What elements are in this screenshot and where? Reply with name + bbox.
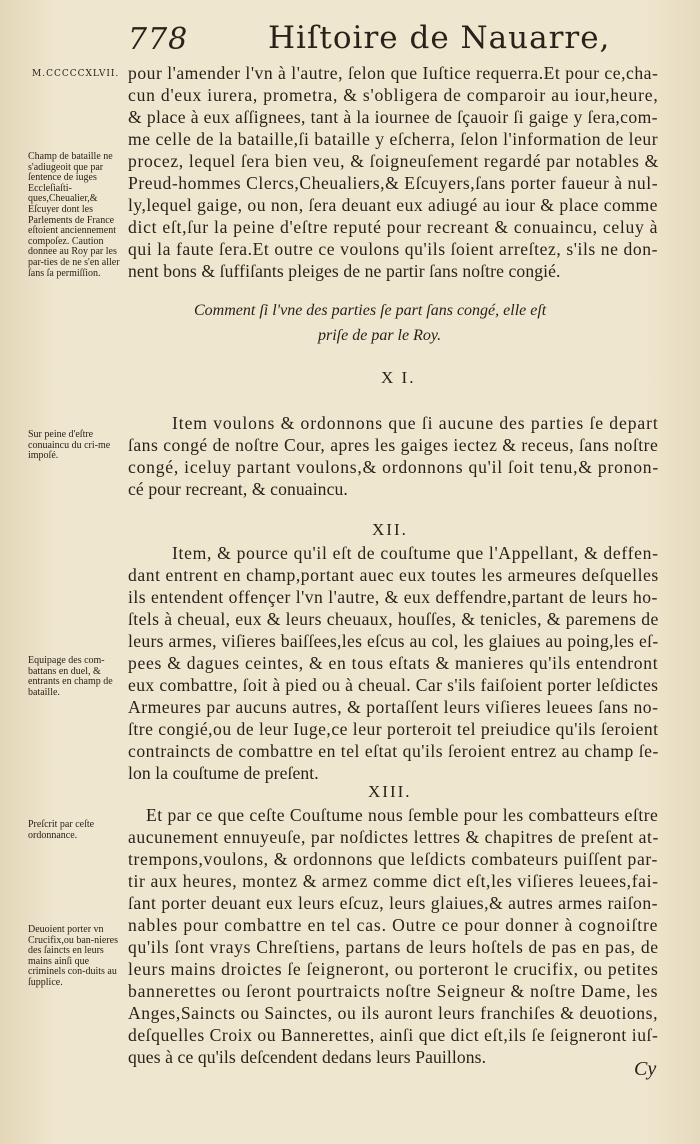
text-line: dict eſt,ſur la peine d'eſtre reputé pour recreant & conuaincu, celuy à xyxy=(128,217,659,237)
text-line: ſans congé de noſtre Cour, apres les gaiges iectez & receus, ſans noſtre xyxy=(128,435,659,455)
text-line: ſtels à cheual, eux & leurs cheuaux, houſſes, & tenicles, & paremens de xyxy=(128,609,659,629)
text-line: nables pour combattre en tel cas. Outre ce pour donner à cognoiſtre xyxy=(128,915,659,935)
text-line: qu'ils ſont vrays Chreſtiens, partans de leurs hoſtels de pas en pas, de xyxy=(128,937,659,957)
text-line: Armeures par aucuns autres, & portaſſent leurs viſieres leuees ſans no- xyxy=(128,697,659,717)
text-line: Anges,Saincts ou Sainctes, ou ils auront leurs franchiſes & deuotions, xyxy=(128,1003,659,1023)
text-line: pour l'amender l'vn à l'autre, ſelon que Iuſtice requerra.Et pour ce,cha- xyxy=(128,63,659,83)
text-line: leurs armes, viſieres baiſſees,les eſcus au col, les glaiues au poing,les eſ- xyxy=(128,631,659,651)
text-line: Item, & pource qu'il eſt de couſtume que l'Appellant, & deffen- xyxy=(172,543,659,563)
text-line: deſquelles Croix ou Bannerettes, ainſi que dict eſt,ils ſe ſeigneront iuſ- xyxy=(128,1025,659,1045)
text-line: eux combattre, ſoit à pied ou à cheual. Car s'ils faiſoient porter leſdictes xyxy=(128,675,659,695)
chapter-heading-line: Comment ſi l'vne des parties ſe part ſans congé, elle eſt xyxy=(194,302,547,319)
text-line: tir aux heures, montez & armez comme dict eſt,les viſieres leuees,fai- xyxy=(128,871,659,891)
text-line: qui la faute ſera.Et outre ce voulons qu'ils ſoient arreſtez, s'ils ne don- xyxy=(128,239,659,259)
page-number: 778 xyxy=(128,22,189,57)
section-number-xii: XII. xyxy=(372,520,408,539)
margin-note-equipage: Equipage des com-battans en duel, & entrants en champ de bataille. xyxy=(28,655,113,698)
text-line: ly,lequel gaige, ou non, ſera deuant eux adiugé au iour & place comme xyxy=(128,195,658,215)
text-line: trempons,voulons, & ordonnons que leſdicts combateurs puiſſent par- xyxy=(128,849,659,869)
running-title: Hiſtoire de Nauarre, xyxy=(268,20,611,56)
margin-year: M.CCCCCXLVII. xyxy=(32,69,120,79)
margin-note-champ-de-bataille: Champ de bataille ne s'adiugeoit que par ſentence de iuges Eccleſiaſti-ques,Cheualier,& Eſcuyer dont les Parlements de France eſtoient anciennement compoſez. Caution donnee au Roy par les par-ties de ne s'en aller ſans ſa permiſſion. xyxy=(28,151,120,279)
text-line: nent bons & ſuffiſants pleiges de ne partir ſans noſtre congié. xyxy=(128,261,561,281)
text-line: cun d'eux iurera, prometra, & s'obligera de comparoir au iour,heure, xyxy=(128,85,659,105)
text-line: procez, lequel ſera bien veu, & ſoigneuſement regardé par notables & xyxy=(128,151,659,171)
text-line: & place à eux aſſignees, tant à la iournee de ſçauoir ſi gaige y ſera,com- xyxy=(128,107,658,127)
section-number-xi: X I. xyxy=(381,368,416,387)
chapter-heading-line: priſe de par le Roy. xyxy=(318,327,442,344)
text-line: dant entrent en champ,portant auec eux toutes les armeures deſquelles xyxy=(128,565,659,585)
text-line: ſtre congié,ou de leur Iuge,ce leur porteroit tel preiudice qu'ils ſeroient xyxy=(128,719,659,739)
text-line: contraincts de combattre en tel eſtat qu'ils ſeroient entrez au champ ſe- xyxy=(128,741,659,761)
text-line: pees & dagues ceintes, & en tous eſtats & manieres qu'ils entendront xyxy=(128,653,659,673)
text-line: Preud-hommes Clercs,Cheualiers,& Eſcuyers,ſans porter faueur à nul- xyxy=(128,173,659,193)
margin-note-sur-peine: Sur peine d'eſtre conuaincu du cri-me impoſé. xyxy=(28,429,111,462)
text-line: cé pour recreant, & conuaincu. xyxy=(128,479,348,499)
text-line: leurs mains droictes ſe ſeigneront, ou porteront le crucifix, ou petites xyxy=(128,959,659,979)
text-line: congé, iceluy partant voulons,& ordonnons qu'il ſoit tenu,& pronon- xyxy=(128,457,659,477)
text-line: aucunement ennuyeuſe, par noſdictes lettres & chapitres de preſent at- xyxy=(128,827,659,847)
margin-note-prescrit: Preſcrit par ceſte ordonnance. xyxy=(28,819,95,841)
text-line: Item voulons & ordonnons que ſi aucune des parties ſe depart xyxy=(172,413,659,433)
text-line: bannerettes ou ſeront pourtraicts noſtre Seigneur & noſtre Dame, les xyxy=(128,981,659,1001)
section-number-xiii: XIII. xyxy=(368,782,412,801)
catchword: Cy xyxy=(634,1058,657,1080)
text-line: me celle de la bataille,ſi bataille y eſcherra, ſelon l'information de leur xyxy=(128,129,659,149)
text-line: ils entendent offençer l'vn l'autre, & eux deffendre,partant de leurs ho- xyxy=(128,587,658,607)
margin-note-crucifix: Deuoient porter vn Crucifix,ou ban-nieres des ſaincts en leurs mains ainſi que criminels con-duits au ſupplice. xyxy=(28,924,118,988)
text-line: ſant porter deuant eux leurs eſcuz, leurs glaiues,& autres armes raiſon- xyxy=(128,893,659,913)
text-line: ques à ce qu'ils deſcendent dedans leurs Pauillons. xyxy=(128,1047,487,1067)
text-line: lon la couſtume de preſent. xyxy=(128,763,319,783)
text-line: Et par ce que ceſte Couſtume nous ſemble pour les combatteurs eſtre xyxy=(146,805,659,825)
